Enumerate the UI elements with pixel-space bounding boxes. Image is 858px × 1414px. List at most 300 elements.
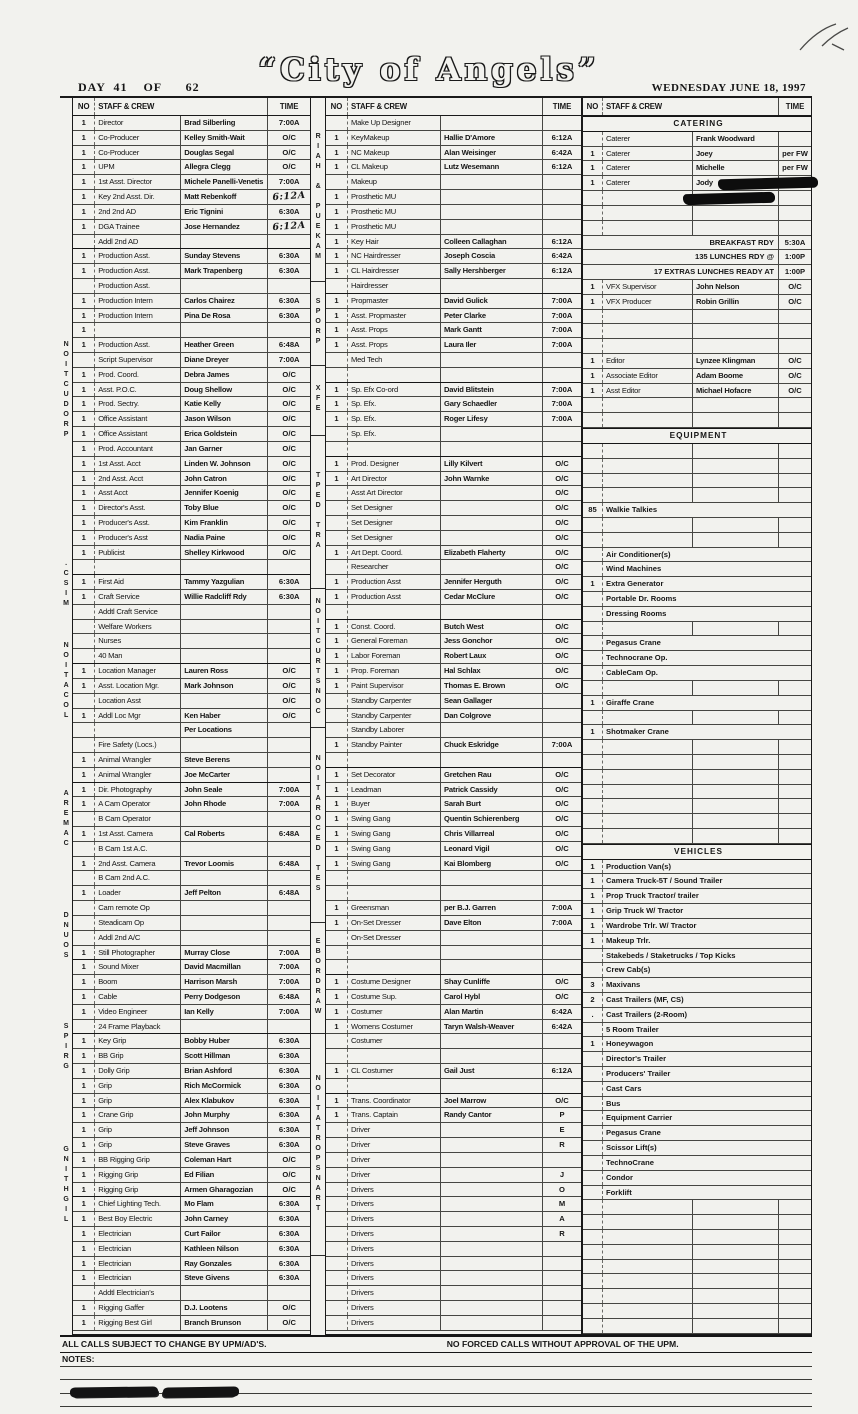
crew-no: 1 (583, 369, 603, 383)
crew-role: VFX Producer (603, 295, 693, 309)
item-count (583, 1082, 603, 1096)
crew-name (181, 812, 268, 826)
crew-name: per B.J. Garren (441, 901, 543, 915)
crew-role: Director's Asst. (95, 501, 181, 515)
crew-time (779, 1274, 811, 1288)
table-row (326, 960, 581, 975)
table-row (73, 160, 310, 175)
crew-name (693, 799, 779, 813)
crew-role (603, 533, 693, 547)
table-row (73, 574, 310, 590)
crew-no: 1 (73, 1197, 95, 1211)
crew-no: 1 (326, 783, 348, 797)
crew-no (326, 1153, 348, 1167)
crew-no: 1 (73, 783, 95, 797)
table-row (73, 1153, 310, 1168)
crew-no: 1 (73, 946, 95, 960)
section-label-vertical (60, 737, 72, 903)
crew-role (603, 1260, 693, 1274)
item-count: 3 (583, 978, 603, 992)
crew-no: 1 (73, 1168, 95, 1182)
crew-role: Sp. Efx Co-ord (348, 383, 441, 397)
crew-role: Addtl Craft Service (95, 605, 181, 619)
table-row (583, 1304, 811, 1319)
crew-role: NC Hairdresser (348, 249, 441, 263)
crew-name: Hal Schlax (441, 664, 543, 678)
crew-role: Hairdresser (348, 279, 441, 293)
crew-name: Ian Kelly (181, 1005, 268, 1019)
crew-role: Electrician (95, 1271, 181, 1285)
crew-role (603, 1245, 693, 1259)
crew-role (603, 1289, 693, 1303)
crew-name (441, 427, 543, 441)
crew-time (779, 1304, 811, 1318)
table-row (326, 353, 581, 368)
table-row (583, 934, 811, 949)
crew-no (73, 353, 95, 367)
crew-time (268, 235, 310, 249)
crew-no (326, 1227, 348, 1241)
crew-role: Set Designer (348, 501, 441, 515)
crew-time: O/C (555, 592, 569, 601)
crew-no: 1 (73, 1316, 95, 1330)
crew-role: Cam remote Op (95, 901, 181, 915)
table-row (73, 1257, 310, 1272)
crew-time: O/C (555, 636, 569, 646)
crew-no (583, 814, 603, 828)
crew-name: Jennifer Koenig (181, 486, 268, 500)
table-row (583, 236, 811, 251)
crew-no: 1 (326, 235, 348, 249)
item-count (583, 651, 603, 665)
crew-no (73, 235, 95, 249)
crew-name (441, 1301, 543, 1315)
crew-role: Animal Wrangler (95, 768, 181, 782)
crew-name (441, 1316, 543, 1330)
crew-name: Diane Dreyer (181, 353, 268, 367)
crew-name (441, 442, 543, 456)
table-row (583, 696, 811, 711)
crew-time: 6:30A (278, 206, 300, 216)
table-row (73, 916, 310, 931)
crew-role (603, 459, 693, 473)
crew-time (543, 190, 581, 204)
crew-time: O/C (282, 1184, 296, 1194)
section-label-vertical (60, 239, 72, 543)
item-count: 1 (583, 696, 603, 710)
crew-name: Brian Ashford (181, 1064, 268, 1078)
crew-name (693, 814, 779, 828)
crew-name: Heather Green (181, 338, 268, 352)
crew-role: Driver (348, 1168, 441, 1182)
crew-name: Michelle (693, 161, 779, 175)
crew-role: Drivers (348, 1197, 441, 1211)
table-row (73, 959, 310, 975)
crew-role: BB Rigging Grip (95, 1153, 181, 1167)
crew-role: Sp. Efx. (348, 397, 441, 411)
crew-name: Shay Cunliffe (441, 975, 543, 989)
crew-time: O/C (282, 503, 296, 513)
table-row (326, 412, 581, 427)
table-row (326, 531, 581, 546)
item-description: Walkie Talkies (606, 505, 658, 515)
crew-time (543, 1301, 581, 1315)
table-row (73, 620, 310, 635)
crew-role: Production Intern (95, 309, 181, 323)
crew-time: P (559, 1110, 565, 1120)
footer-bar (60, 1335, 812, 1353)
crew-time: 7:00A (278, 962, 300, 972)
section-header-row (583, 428, 811, 444)
crew-no: 1 (73, 531, 95, 545)
table-row (326, 1168, 581, 1183)
table-row (73, 368, 310, 383)
crew-name: Carol Hybl (441, 990, 543, 1004)
crew-time: E (559, 1125, 565, 1135)
crew-role (603, 398, 693, 412)
crew-name (181, 235, 268, 249)
crew-role: Dir. Photography (95, 783, 181, 797)
crew-name: John Warnke (441, 472, 543, 486)
table-row (583, 1186, 811, 1201)
crew-no (583, 310, 603, 324)
crew-role: Production Asst. (95, 279, 181, 293)
crew-name (693, 1215, 779, 1229)
section-label-text: RIAH & PUEKAM (314, 132, 322, 263)
item-count: 1 (583, 860, 603, 874)
crew-name: Butch West (441, 620, 543, 634)
crew-name: Perry Dodgeson (181, 990, 268, 1004)
crew-time (779, 413, 811, 427)
crew-time: 6:42A (551, 147, 573, 157)
crew-time: 6:12A (551, 266, 573, 276)
crew-no: 1 (583, 295, 603, 309)
table-row (326, 634, 581, 649)
crew-name: Steve Givens (181, 1271, 268, 1285)
crew-no (326, 694, 348, 708)
middle-section-labels (311, 98, 325, 1335)
table-row (583, 1111, 811, 1126)
crew-role: B Cam Operator (95, 812, 181, 826)
crew-name (181, 634, 268, 648)
crew-time (779, 814, 811, 828)
crew-time: 7:00A (551, 310, 573, 320)
table-row (326, 783, 581, 798)
item-count (583, 666, 603, 680)
crew-time: 6:42A (551, 1021, 573, 1031)
crew-no: 1 (73, 857, 95, 871)
crew-time (268, 931, 310, 945)
crew-time (779, 740, 811, 754)
crew-no: 1 (326, 131, 348, 145)
table-row (583, 1023, 811, 1038)
crew-time (543, 886, 581, 900)
crew-no: 1 (326, 842, 348, 856)
crew-no (583, 398, 603, 412)
table-row (73, 1286, 310, 1301)
crew-time: 6:30A (278, 1214, 300, 1224)
item-description: Wardrobe Trlr. W/ Tractor (606, 920, 697, 930)
crew-name: Carlos Chairez (181, 294, 268, 308)
item-description: 5 Room Trailer (606, 1024, 659, 1034)
crew-no (326, 175, 348, 189)
notes-label: NOTES: (60, 1353, 812, 1367)
meal-status-time: 1:00P (784, 267, 806, 277)
crew-name: Jennifer Herguth (441, 575, 543, 589)
item-description: Cast Cars (606, 1083, 642, 1093)
crew-name: Willie Radcliff Rdy (181, 590, 268, 604)
crew-time (779, 711, 811, 725)
crew-role: Swing Gang (348, 857, 441, 871)
crew-no (326, 1212, 348, 1226)
section-label-vertical (311, 282, 325, 366)
crew-time: O/C (282, 147, 296, 157)
crew-role: Caterer (603, 161, 693, 175)
crew-role (348, 946, 441, 960)
crew-role: Video Engineer (95, 1005, 181, 1019)
crew-no: 1 (326, 664, 348, 678)
crew-role: Swing Gang (348, 812, 441, 826)
crew-no (326, 871, 348, 885)
crew-name: Nadia Paine (181, 531, 268, 545)
crew-name (181, 901, 268, 915)
table-row (326, 901, 581, 916)
section-label-vertical (60, 903, 72, 972)
crew-no: 1 (326, 812, 348, 826)
table-row (73, 1079, 310, 1094)
table-row (583, 919, 811, 934)
crew-no (326, 560, 348, 574)
crew-time (268, 649, 310, 663)
crew-time: 6:42A (551, 1006, 573, 1016)
item-description: Dressing Rooms (606, 608, 667, 618)
table-row (326, 1227, 581, 1242)
section-label-text: NOITATROPSNART (314, 1074, 322, 1215)
crew-time (543, 1034, 581, 1048)
table-row (326, 131, 581, 146)
crew-name (441, 931, 543, 945)
crew-role: Addl 2nd AD (95, 235, 181, 249)
crew-time: O/C (282, 399, 296, 409)
crew-no: 1 (73, 886, 95, 900)
table-row (326, 1049, 581, 1064)
table-row (326, 249, 581, 264)
item-count (583, 592, 603, 606)
crew-role: 2nd 2nd AD (95, 205, 181, 219)
crew-name (441, 205, 543, 219)
crew-time (268, 723, 310, 737)
section-header: EQUIPMENT (669, 431, 728, 441)
table-row (73, 323, 310, 338)
crew-no (326, 709, 348, 723)
crew-role: Swing Gang (348, 827, 441, 841)
crew-no: 1 (73, 220, 95, 234)
table-row (73, 1227, 310, 1242)
table-row (73, 116, 310, 131)
crew-name (441, 1257, 543, 1271)
crew-name: Colleen Callaghan (441, 235, 543, 249)
table-row (73, 486, 310, 501)
crew-no (583, 1215, 603, 1229)
crew-role: Prod. Coord. (95, 368, 181, 382)
crew-no: 1 (326, 634, 348, 648)
table-row (73, 753, 310, 768)
crew-name: Mo Flam (181, 1197, 268, 1211)
table-row (73, 975, 310, 990)
table-row (73, 1064, 310, 1079)
crew-name: Jody (693, 176, 779, 190)
crew-no: 1 (326, 338, 348, 352)
crew-time: O/C (282, 458, 296, 468)
crew-name: Adam Boome (693, 369, 779, 383)
crew-no (326, 886, 348, 900)
table-row (73, 857, 310, 872)
crew-no (326, 960, 348, 974)
crew-name (693, 221, 779, 235)
section-label-vertical (311, 1034, 325, 1256)
crew-no (326, 1034, 348, 1048)
crew-time (779, 206, 811, 220)
crew-name: Lauren Ross (181, 664, 268, 678)
crew-time (779, 398, 811, 412)
crew-time: 7:00A (551, 399, 573, 409)
table-row (583, 1141, 811, 1156)
notes-rule (60, 1407, 812, 1414)
table-row (583, 1171, 811, 1186)
table-row (326, 767, 581, 783)
table-row (326, 546, 581, 561)
crew-role: Drivers (348, 1227, 441, 1241)
table-row (583, 1200, 811, 1215)
crew-no: 1 (326, 620, 348, 634)
table-row (73, 738, 310, 753)
item-count: 1 (583, 1037, 603, 1051)
crew-time: 6:12A (551, 236, 573, 246)
crew-name: Alan Weisinger (441, 146, 543, 160)
item-description: Scissor Lift(s) (606, 1143, 657, 1153)
crew-no: 1 (73, 249, 95, 263)
table-row (326, 946, 581, 961)
crew-no: 1 (73, 753, 95, 767)
item-description: Shotmaker Crane (606, 727, 669, 737)
crew-time (543, 205, 581, 219)
crew-name (181, 279, 268, 293)
footer-note-left: ALL CALLS SUBJECT TO CHANGE BY UPM/AD'S. (62, 1338, 267, 1349)
notes-rule (60, 1367, 812, 1381)
crew-no (326, 1316, 348, 1330)
crew-role: Art Director (348, 472, 441, 486)
crew-no (326, 1049, 348, 1063)
crew-no: 1 (73, 323, 95, 337)
table-row (583, 1274, 811, 1289)
crew-time (543, 442, 581, 456)
crew-name: Tammy Yazgulian (181, 575, 268, 589)
crew-name: Lilly Kilvert (441, 457, 543, 471)
crew-name: Michele Panelli-Venetis (181, 175, 268, 189)
crew-no (583, 413, 603, 427)
table-row (73, 1108, 310, 1123)
crew-time (779, 533, 811, 547)
crew-role: Dolly Grip (95, 1064, 181, 1078)
crew-time: 7:00A (551, 414, 573, 424)
crew-no: 1 (73, 383, 95, 397)
crew-name: Jeff Pelton (181, 886, 268, 900)
crew-role: Key 2nd Asst. Dir. (95, 190, 181, 204)
crew-no: 1 (73, 1108, 95, 1122)
table-row (583, 1245, 811, 1260)
crew-role: Editor (603, 354, 693, 368)
crew-time: 6:48A (278, 888, 300, 898)
table-row (583, 740, 811, 755)
crew-role (603, 444, 693, 458)
crew-no: 1 (73, 1242, 95, 1256)
crew-role: Caterer (603, 132, 693, 146)
crew-time (779, 681, 811, 695)
crew-no: 1 (73, 368, 95, 382)
crew-role: Fire Safety (Locs.) (95, 738, 181, 752)
item-description: Stakebeds / Staketrucks / Top Kicks (606, 950, 736, 960)
table-row (326, 382, 581, 398)
crew-no (326, 279, 348, 293)
crew-name: Gretchen Rau (441, 768, 543, 782)
crew-role: KeyMakeup (348, 131, 441, 145)
table-row (73, 131, 310, 146)
table-row (326, 235, 581, 250)
item-count: 1 (583, 577, 603, 591)
crew-name (181, 323, 268, 337)
crew-name (441, 1034, 543, 1048)
crew-time: M (558, 1199, 566, 1209)
table-row (583, 963, 811, 978)
crew-no (73, 871, 95, 885)
crew-no (326, 116, 348, 130)
crew-no: 1 (73, 146, 95, 160)
crew-name (693, 459, 779, 473)
crew-no (73, 620, 95, 634)
crew-time: O/C (282, 488, 296, 498)
crew-role: Prosthetic MU (348, 205, 441, 219)
crew-time (268, 901, 310, 915)
crew-name: Dave Elton (441, 916, 543, 930)
crew-time: 6:12A (551, 1066, 573, 1075)
shoot-date: WEDNESDAY JUNE 18, 1997 (651, 82, 806, 94)
table-row (73, 264, 310, 279)
crew-role: Production Asst. (95, 264, 181, 278)
redacted-footer-scribble (163, 1386, 239, 1397)
crew-role: Steadicam Op (95, 916, 181, 930)
crew-time: O/C (282, 547, 296, 557)
crew-no: 1 (73, 338, 95, 352)
crew-time: R (559, 1228, 565, 1238)
table-row (73, 723, 310, 738)
table-row (73, 353, 310, 368)
table-row (583, 1126, 811, 1141)
crew-no (73, 649, 95, 663)
crew-role: On-Set Dresser (348, 931, 441, 945)
table-row (73, 679, 310, 694)
crew-role (348, 605, 441, 619)
crew-role: 2nd Asst. Acct (95, 472, 181, 486)
crew-time: 7:00A (278, 355, 300, 364)
crew-time (543, 605, 581, 619)
crew-time (779, 221, 811, 235)
crew-name: John Rhode (181, 797, 268, 811)
crew-name: Frank Woodward (693, 132, 779, 146)
table-row (583, 592, 811, 607)
crew-time: 7:00A (551, 903, 573, 913)
crew-no (326, 1301, 348, 1315)
crew-role (603, 191, 693, 205)
